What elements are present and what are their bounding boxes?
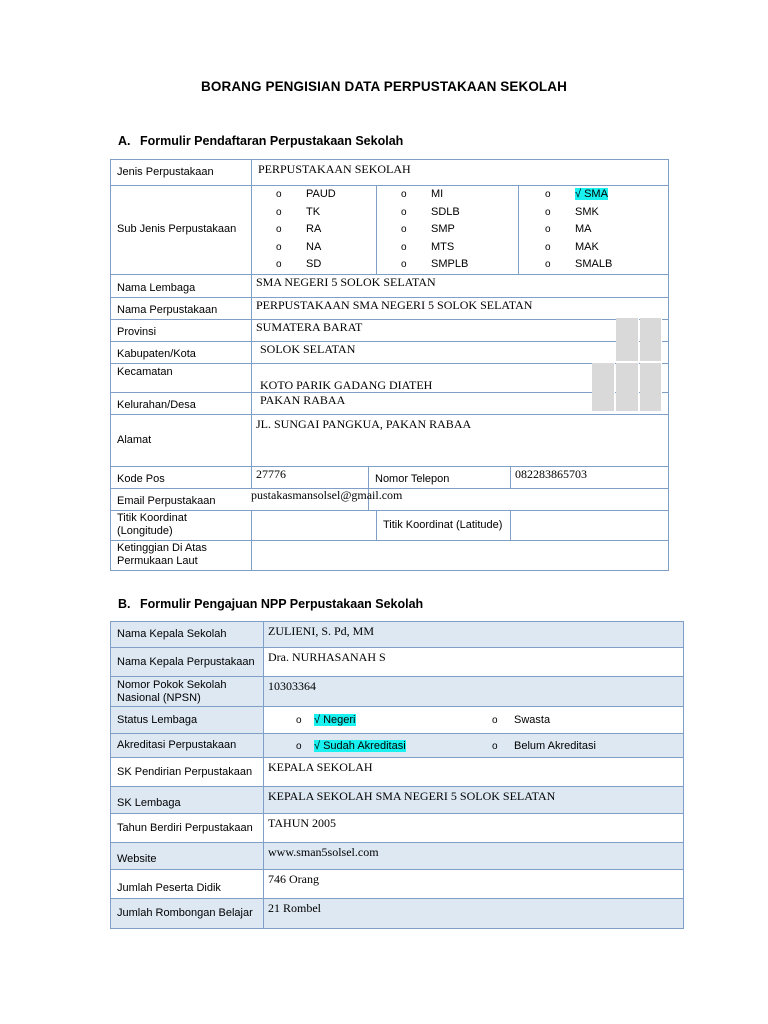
radio-bullet-icon: o xyxy=(545,224,551,236)
registration-form-table xyxy=(110,159,669,571)
peserta-didik-label: Jumlah Peserta Didik xyxy=(111,870,264,899)
radio-bullet-icon: o xyxy=(401,241,407,253)
jenis-perpustakaan-value[interactable]: PERPUSTAKAAN SEKOLAH xyxy=(252,160,669,186)
radio-bullet-icon: o xyxy=(492,715,498,726)
email-cell xyxy=(111,487,403,510)
sub-jenis-option[interactable] xyxy=(276,256,376,274)
sub-jenis-option[interactable] xyxy=(545,204,668,222)
sk-lembaga-label: SK Lembaga xyxy=(111,787,264,814)
row-kelurahan xyxy=(111,392,669,414)
provinsi-label: Provinsi xyxy=(111,319,252,341)
kepala-perpustakaan-value[interactable]: Dra. NURHASANAH S xyxy=(264,648,684,677)
rombongan-belajar-value[interactable]: 21 Rombel xyxy=(264,899,684,929)
sub-jenis-option[interactable] xyxy=(545,221,668,239)
radio-bullet-icon: o xyxy=(545,189,551,200)
kepala-sekolah-value[interactable]: ZULIENI, S. Pd, MM xyxy=(264,622,684,648)
sub-jenis-option-label: MA xyxy=(575,223,592,236)
sk-lembaga-value[interactable]: KEPALA SEKOLAH SMA NEGERI 5 SOLOK SELATAN xyxy=(264,787,684,814)
nama-lembaga-value[interactable]: SMA NEGERI 5 SOLOK SELATAN xyxy=(252,274,669,297)
status-negeri-label: √ Negeri xyxy=(314,714,356,726)
row-sub-jenis xyxy=(111,186,669,275)
website-value[interactable]: www.sman5solsel.com xyxy=(264,843,684,870)
npp-form-table xyxy=(110,621,684,929)
peserta-didik-value[interactable]: 746 Orang xyxy=(264,870,684,899)
sub-jenis-option[interactable] xyxy=(401,256,518,274)
radio-bullet-icon: o xyxy=(401,259,407,271)
kecamatan-label: Kecamatan xyxy=(111,363,252,392)
row-status-lembaga xyxy=(111,707,684,734)
radio-bullet-icon: o xyxy=(545,206,551,218)
section-a-title: Formulir Pendaftaran Perpustakaan Sekolah xyxy=(140,134,404,148)
kelurahan-label: Kelurahan/Desa xyxy=(111,392,252,414)
sub-jenis-option[interactable] xyxy=(276,204,376,222)
row-provinsi xyxy=(111,319,669,341)
section-b-number: B. xyxy=(118,597,131,611)
sub-jenis-option[interactable] xyxy=(276,221,376,239)
grey-box xyxy=(640,318,662,340)
sub-jenis-option-label: SDLB xyxy=(431,205,460,218)
npsn-value[interactable]: 10303364 xyxy=(264,677,684,707)
section-b-title: Formulir Pengajuan NPP Perpustakaan Sekolah xyxy=(140,597,424,611)
status-swasta-label: Swasta xyxy=(514,714,551,726)
sub-jenis-option-label: NA xyxy=(306,240,322,253)
radio-bullet-icon: o xyxy=(276,259,282,271)
radio-bullet-icon: o xyxy=(401,224,407,236)
sub-jenis-option-label: SMALB xyxy=(575,258,613,271)
sk-pendirian-label: SK Pendirian Perpustakaan xyxy=(111,758,264,787)
grey-box xyxy=(592,363,615,411)
sub-jenis-option-label: MTS xyxy=(431,240,455,253)
akreditasi-belum-radio[interactable] xyxy=(492,740,596,752)
row-sk-pendirian xyxy=(111,758,684,787)
latitude-label: Titik Koordinat (Latitude) xyxy=(377,510,511,540)
nama-lembaga-label: Nama Lembaga xyxy=(111,274,252,297)
status-swasta-radio[interactable] xyxy=(492,714,550,726)
akreditasi-sudah-label: √ Sudah Akreditasi xyxy=(314,739,406,752)
akreditasi-sudah-radio[interactable] xyxy=(296,740,406,752)
sub-jenis-col1 xyxy=(252,186,377,275)
radio-bullet-icon: o xyxy=(296,715,302,726)
row-kecamatan xyxy=(111,363,669,392)
radio-bullet-icon: o xyxy=(276,224,282,236)
row-akreditasi xyxy=(111,734,684,758)
section-b-heading xyxy=(118,597,423,611)
sub-jenis-option[interactable] xyxy=(401,221,518,239)
sub-jenis-option[interactable] xyxy=(545,186,668,204)
radio-bullet-icon: o xyxy=(545,241,551,253)
tahun-berdiri-value[interactable]: TAHUN 2005 xyxy=(264,814,684,843)
row-nama-perpustakaan xyxy=(111,297,669,319)
website-label: Website xyxy=(111,843,264,870)
longitude-value[interactable] xyxy=(252,510,377,540)
document-title: BORANG PENGISIAN DATA PERPUSTAKAAN SEKOLAH xyxy=(201,79,567,94)
nomor-telepon-value[interactable]: 082283865703 xyxy=(511,466,669,488)
section-a-heading xyxy=(118,134,403,148)
grey-box xyxy=(616,340,639,361)
alamat-label: Alamat xyxy=(111,414,252,466)
row-npsn xyxy=(111,677,684,707)
kode-pos-label: Kode Pos xyxy=(111,466,252,488)
grey-box xyxy=(640,363,662,411)
row-ketinggian xyxy=(111,540,669,570)
email-label: Email Perpustakaan xyxy=(117,494,216,507)
email-empty-cell xyxy=(369,488,669,510)
radio-bullet-icon: o xyxy=(401,189,407,200)
row-nama-lembaga xyxy=(111,274,669,297)
row-rombongan-belajar xyxy=(111,899,684,929)
row-peserta-didik xyxy=(111,870,684,899)
email-value[interactable]: pustakasmansolsel@gmail.com xyxy=(251,487,403,502)
sub-jenis-label: Sub Jenis Perpustakaan xyxy=(111,186,252,275)
radio-bullet-icon: o xyxy=(492,740,498,752)
npsn-label: Nomor Pokok Sekolah Nasional (NPSN) xyxy=(111,677,264,707)
radio-bullet-icon: o xyxy=(276,241,282,253)
status-lembaga-label: Status Lembaga xyxy=(111,707,264,734)
row-alamat xyxy=(111,414,669,466)
sub-jenis-option[interactable] xyxy=(545,239,668,257)
status-negeri-radio[interactable] xyxy=(296,714,356,726)
sub-jenis-option-label: TK xyxy=(306,205,321,218)
jenis-perpustakaan-label: Jenis Perpustakaan xyxy=(111,160,252,186)
row-sk-lembaga xyxy=(111,787,684,814)
row-kabupaten xyxy=(111,341,669,363)
longitude-label: Titik Koordinat (Longitude) xyxy=(111,510,252,540)
row-tahun-berdiri xyxy=(111,814,684,843)
tahun-berdiri-label: Tahun Berdiri Perpustakaan xyxy=(111,814,264,843)
sub-jenis-option-label: MI xyxy=(431,188,444,200)
status-lembaga-options xyxy=(264,707,684,734)
kode-pos-value[interactable]: 27776 xyxy=(252,466,369,488)
kabupaten-label: Kabupaten/Kota xyxy=(111,341,252,363)
sub-jenis-option[interactable] xyxy=(401,186,518,204)
sub-jenis-option-label: PAUD xyxy=(306,188,336,200)
sub-jenis-option-label: MAK xyxy=(575,240,599,253)
akreditasi-options xyxy=(264,734,684,758)
sub-jenis-option-label: √ SMA xyxy=(575,188,608,200)
sub-jenis-option[interactable] xyxy=(276,239,376,257)
grey-box xyxy=(616,318,639,340)
row-kepala-sekolah xyxy=(111,622,684,648)
sub-jenis-option[interactable] xyxy=(545,256,668,274)
kabupaten-value[interactable]: SOLOK SELATAN xyxy=(252,341,669,363)
akreditasi-label: Akreditasi Perpustakaan xyxy=(111,734,264,758)
sub-jenis-option-label: SD xyxy=(306,258,322,271)
nomor-telepon-label: Nomor Telepon xyxy=(369,466,511,488)
row-jenis-perpustakaan xyxy=(111,160,669,186)
radio-bullet-icon: o xyxy=(545,259,551,271)
sub-jenis-option-label: SMPLB xyxy=(431,258,469,271)
radio-bullet-icon: o xyxy=(276,189,282,200)
section-a-number: A. xyxy=(118,134,131,148)
ketinggian-value[interactable] xyxy=(252,540,669,570)
sub-jenis-col3 xyxy=(519,186,669,275)
sub-jenis-option[interactable] xyxy=(401,204,518,222)
radio-bullet-icon: o xyxy=(296,740,302,752)
radio-bullet-icon: o xyxy=(276,206,282,218)
nama-perpustakaan-label: Nama Perpustakaan xyxy=(111,297,252,319)
alamat-value[interactable]: JL. SUNGAI PANGKUA, PAKAN RABAA xyxy=(252,414,669,466)
kecamatan-value[interactable]: KOTO PARIK GADANG DIATEH xyxy=(252,363,669,392)
kelurahan-value[interactable]: PAKAN RABAA xyxy=(252,392,669,414)
ketinggian-label: Ketinggian Di Atas Permukaan Laut xyxy=(111,540,252,570)
sub-jenis-option-label: RA xyxy=(306,223,322,236)
kepala-sekolah-label: Nama Kepala Sekolah xyxy=(111,622,264,648)
sub-jenis-col2 xyxy=(377,186,519,275)
rombongan-belajar-label: Jumlah Rombongan Belajar xyxy=(111,899,264,929)
sub-jenis-option[interactable] xyxy=(401,239,518,257)
row-website xyxy=(111,843,684,870)
sub-jenis-option[interactable] xyxy=(276,186,376,204)
row-kepala-perpustakaan xyxy=(111,648,684,677)
sub-jenis-option-label: SMP xyxy=(431,223,455,236)
grey-box xyxy=(616,363,639,411)
nama-perpustakaan-value[interactable]: PERPUSTAKAAN SMA NEGERI 5 SOLOK SELATAN xyxy=(252,297,669,319)
radio-bullet-icon: o xyxy=(401,206,407,218)
kepala-perpustakaan-label: Nama Kepala Perpustakaan xyxy=(111,648,264,677)
grey-box xyxy=(640,340,662,361)
row-email xyxy=(111,488,669,510)
sub-jenis-option-label: SMK xyxy=(575,205,599,218)
akreditasi-belum-label: Belum Akreditasi xyxy=(514,739,596,752)
provinsi-value[interactable]: SUMATERA BARAT xyxy=(252,319,669,341)
row-koordinat xyxy=(111,510,669,540)
latitude-value[interactable] xyxy=(511,510,669,540)
sk-pendirian-value[interactable]: KEPALA SEKOLAH xyxy=(264,758,684,787)
row-kode-pos xyxy=(111,466,669,488)
